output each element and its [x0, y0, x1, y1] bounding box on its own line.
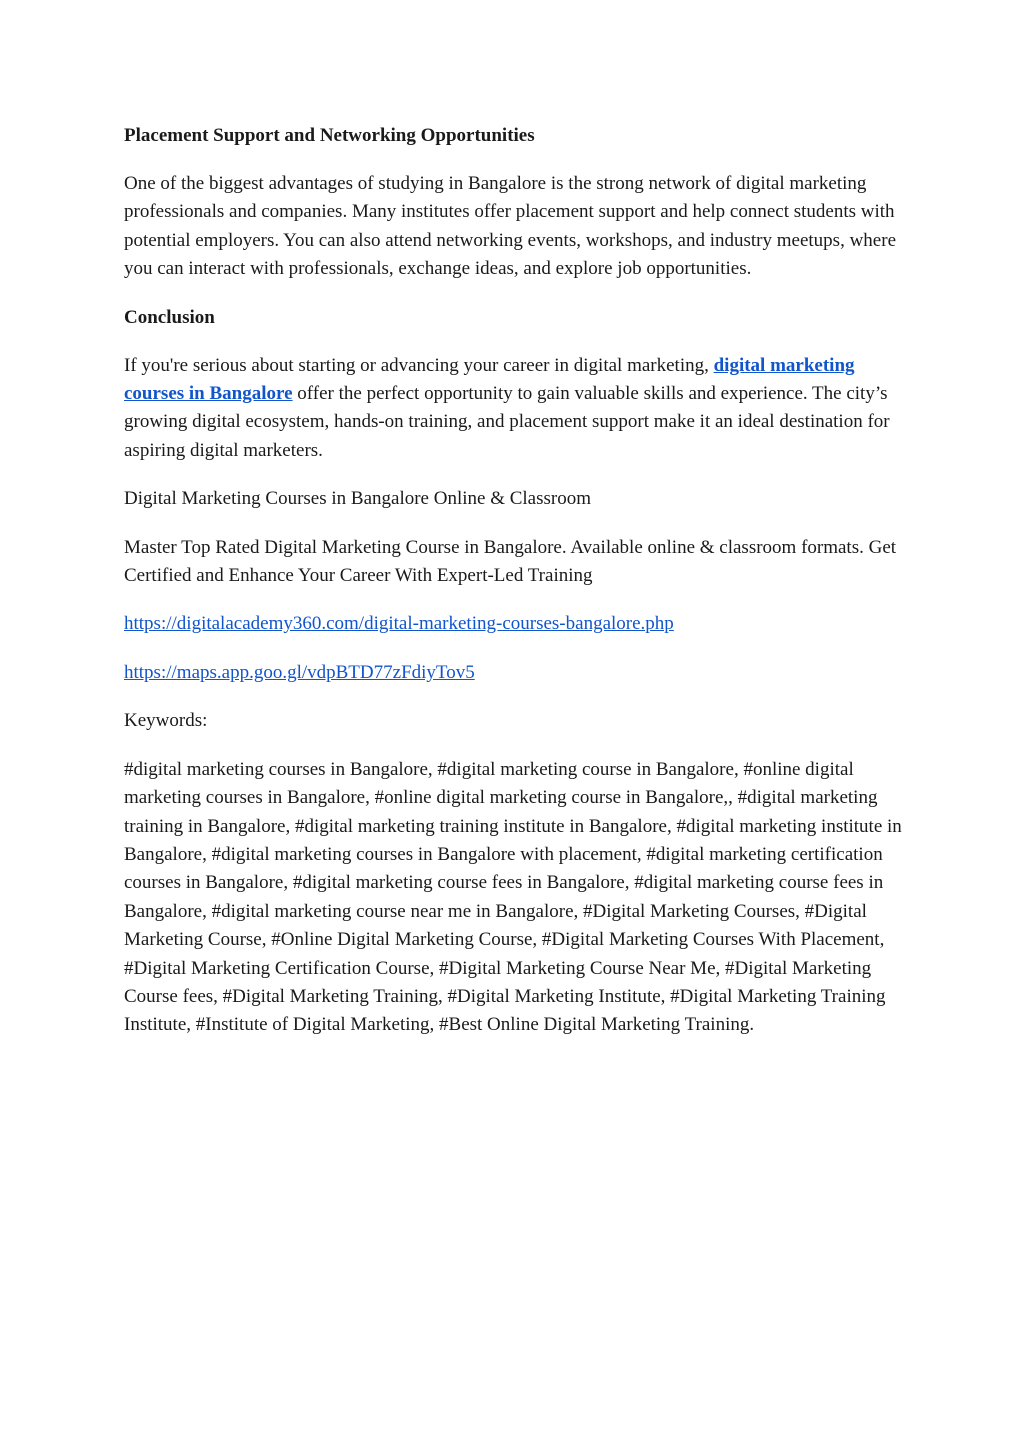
conclusion-text-end: offer the perfect opportunity to gain valuable skills and experience. The city’s growing digital ecosystem, hands-on training, and placement support make it an ideal destination for aspiring digital marketers. [124, 383, 890, 461]
website-link[interactable]: https://digitalacademy360.com/digital-marketing-courses-bangalore.php [124, 613, 674, 635]
promo-description: Master Top Rated Digital Marketing Course in Bangalore. Available online & classroom formats. Get Certified and Enhance Your Career With Expert-Led Training [124, 536, 897, 587]
document-page [124, 122, 904, 1060]
placement-heading: Placement Support and Networking Opportunities [124, 125, 535, 146]
placement-paragraph: One of the biggest advantages of studying in Bangalore is the strong network of digital marketing professionals and companies. Many institutes offer placement support and help connect students with potential employers. You can also attend networking events, workshops, and industry meetups, where you can interact with professionals, exchange ideas, and explore job opportunities. [124, 173, 896, 280]
keywords-label: Keywords: [124, 710, 208, 732]
conclusion-text-start: If you're serious about starting or advancing your career in digital marketing, [124, 354, 714, 376]
promo-title: Digital Marketing Courses in Bangalore Online & Classroom [124, 488, 592, 510]
conclusion-heading: Conclusion [124, 306, 215, 328]
conclusion-paragraph [124, 352, 904, 466]
website-link-line [124, 610, 904, 638]
keywords-list: #digital marketing courses in Bangalore, #digital marketing course in Bangalore, #online digital marketing courses in Bangalore, #online digital marketing course in Bangalore,, #digital marketing training in Bangalore, #digital marketing training institute in Bangalore, #digital marketing institute in Bangalore, #digital marketing courses in Bangalore with placement, #digital marketing certification courses in Bangalore, #digital marketing course fees in Bangalore, #digital marketing course fees in Bangalore, #digital marketing course near me in Bangalore, #Digital Marketing Courses, #Digital Marketing Course, #Online Digital Marketing Course, #Digital Marketing Courses With Placement, #Digital Marketing Certification Course, #Digital Marketing Course Near Me, #Digital Marketing Course fees, #Digital Marketing Training, #Digital Marketing Institute, #Digital Marketing Training Institute, #Institute of Digital Marketing, #Best Online Digital Marketing Training. [124, 758, 902, 1036]
maps-link[interactable]: https://maps.app.goo.gl/vdpBTD77zFdiyTov5 [124, 661, 475, 683]
courses-link[interactable]: digital marketing courses in Bangalore [124, 354, 855, 405]
maps-link-line [124, 659, 904, 687]
